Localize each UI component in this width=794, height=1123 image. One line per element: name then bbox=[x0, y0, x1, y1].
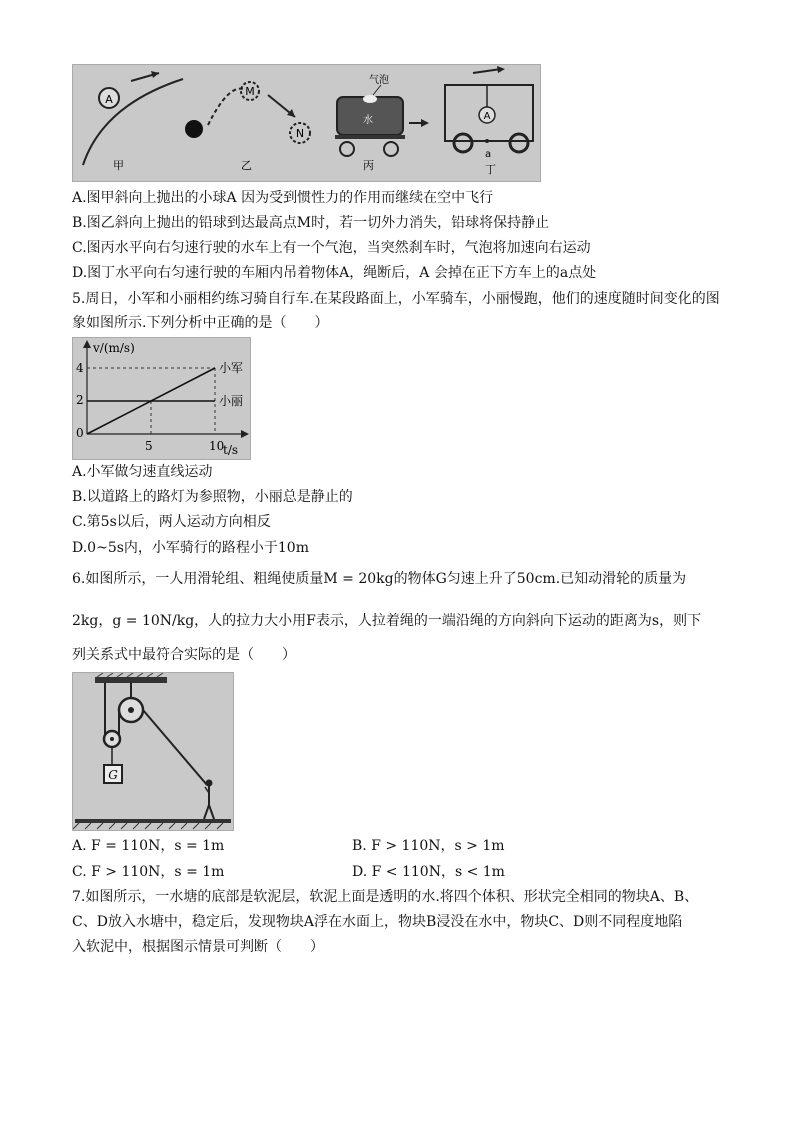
q5-option-b: B.以道路上的路灯为参照物，小丽总是静止的 bbox=[72, 489, 353, 505]
series-label-0: 小军 bbox=[219, 361, 244, 375]
q5-stem-line1: 5.周日，小军和小丽相约练习骑自行车.在某段路面上，小军骑车，小丽慢跑，他们的速度随时间变化的图 bbox=[72, 291, 720, 307]
q6-stem-line2: 2kg，g = 10N/kg，人的拉力大小用F表示，人拉着绳的一端沿绳的方向斜向下运动的距离为s，则下 bbox=[72, 613, 702, 629]
caption-jia: 甲 bbox=[113, 159, 124, 172]
caption-bing: 丙 bbox=[363, 159, 374, 172]
q6-option-c: C. F > 110N，s = 1m bbox=[72, 864, 225, 880]
q5-option-c: C.第5s以后，两人运动方向相反 bbox=[72, 514, 271, 530]
q4-option-c: C.图丙水平向右匀速行驶的水车上有一个气泡，当突然刹车时，气泡将加速向右运动 bbox=[72, 240, 591, 256]
q6-option-a: A. F = 110N，s = 1m bbox=[72, 838, 225, 854]
q4-option-b: B.图乙斜向上抛出的铅球到达最高点M时，若一切外力消失，铅球将保持静止 bbox=[72, 215, 550, 231]
origin-label: 0 bbox=[76, 426, 84, 440]
x-tick-5: 5 bbox=[145, 439, 153, 453]
y-tick-2: 2 bbox=[76, 393, 84, 407]
q7-stem-line2: C、D放入水塘中，稳定后，发现物块A浮在水面上，物块B浸没在水中，物块C、D则不同程度地陷 bbox=[72, 914, 683, 930]
point-a-label: a bbox=[485, 149, 492, 160]
vt-chart bbox=[72, 337, 251, 460]
y-axis-label: v/(m/s) bbox=[93, 341, 135, 355]
water-label: 水 bbox=[363, 115, 373, 126]
caption-yi: 乙 bbox=[241, 159, 252, 172]
bubble-label: 气泡 bbox=[369, 75, 389, 86]
q4-option-a: A.图甲斜向上抛出的小球A 因为受到惯性力的作用而继续在空中飞行 bbox=[72, 190, 494, 206]
ball-n-label: N bbox=[295, 127, 305, 140]
q5-option-a: A.小军做匀速直线运动 bbox=[72, 464, 213, 480]
q5-stem-line2: 象如图所示.下列分析中正确的是（ ） bbox=[72, 315, 329, 331]
q6-stem-line1: 6.如图所示，一人用滑轮组、粗绳使质量M = 20kg的物体G匀速上升了50cm.已知动滑轮的质量为 bbox=[72, 571, 687, 587]
q6-stem-line3: 列关系式中最符合实际的是（ ） bbox=[72, 647, 296, 663]
q7-stem-line1: 7.如图所示，一水塘的底部是软泥层，软泥上面是透明的水.将四个体积、形状完全相同的物块A、B、 bbox=[72, 889, 699, 905]
q6-option-b: B. F > 110N，s > 1m bbox=[352, 838, 505, 854]
x-tick-10: 10 bbox=[209, 439, 225, 453]
q6-option-d: D. F < 110N，s < 1m bbox=[352, 864, 505, 880]
ball-m-label: M bbox=[245, 85, 255, 98]
pendulum-label: A bbox=[483, 111, 491, 122]
series-label-1: 小丽 bbox=[219, 394, 244, 408]
block-g-label: G bbox=[108, 768, 118, 782]
pulley-figure bbox=[72, 672, 234, 831]
y-tick-4: 4 bbox=[76, 361, 84, 375]
ball-a-label: A bbox=[105, 93, 113, 106]
q4-option-d: D.图丁水平向右匀速行驶的车厢内吊着物体A，绳断后，A 会掉在正下方车上的a点处 bbox=[72, 265, 597, 281]
caption-ding: 丁 bbox=[485, 163, 496, 176]
q5-option-d: D.0~5s内，小军骑行的路程小于10m bbox=[72, 540, 309, 556]
x-axis-label: t/s bbox=[223, 443, 239, 457]
q7-stem-line3: 入软泥中，根据图示情景可判断（ ） bbox=[72, 939, 324, 955]
figure-inertia-panels bbox=[72, 64, 541, 182]
